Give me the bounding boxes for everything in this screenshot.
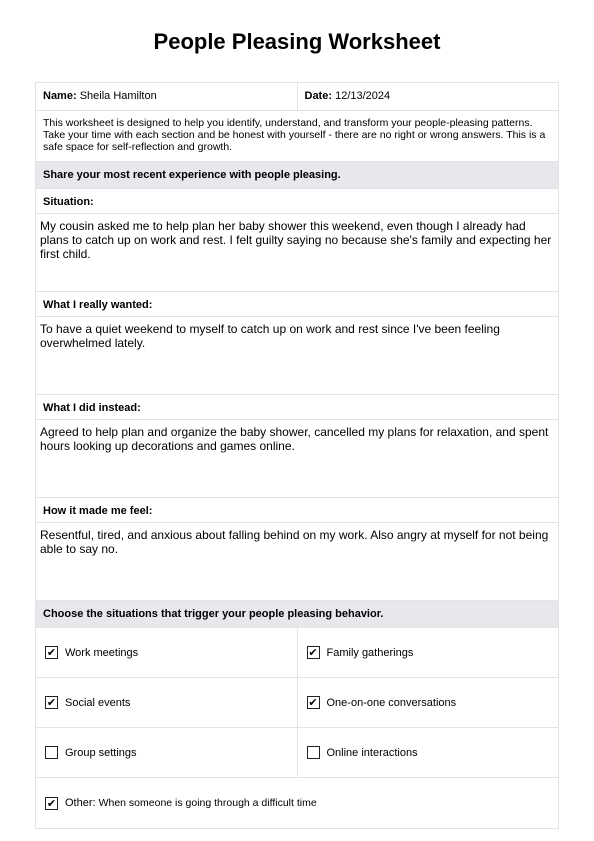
- checkbox[interactable]: ✔: [46, 646, 57, 659]
- checkbox[interactable]: ✔: [308, 646, 318, 659]
- experience-heading: Share your most recent experience with people pleasing.: [36, 162, 558, 189]
- trigger-option[interactable]: [297, 728, 559, 777]
- date-cell: [297, 83, 559, 110]
- checkbox[interactable]: ✔: [46, 796, 57, 810]
- trigger-label: Online interactions: [326, 746, 418, 759]
- trigger-option[interactable]: [297, 628, 559, 677]
- trigger-option[interactable]: [36, 678, 297, 727]
- name-label: Name:: [43, 90, 77, 102]
- name-value: Sheila Hamilton: [79, 90, 157, 102]
- other-value: When someone is going through a difficult time: [98, 797, 317, 809]
- checkbox[interactable]: ✔: [46, 696, 57, 709]
- other-trigger-row[interactable]: [36, 778, 558, 828]
- situation-label: Situation:: [36, 189, 558, 214]
- trigger-option[interactable]: [297, 678, 559, 727]
- trigger-label: Group settings: [65, 746, 137, 759]
- triggers-heading: Choose the situations that trigger your people pleasing behavior.: [36, 601, 558, 628]
- trigger-label: Social events: [65, 696, 131, 709]
- did-instead-answer: Agreed to help plan and organize the baby shower, cancelled my plans for relaxation, and spent hours looking up decorations and games online.: [36, 420, 558, 498]
- trigger-option[interactable]: [36, 728, 297, 777]
- wanted-label: What I really wanted:: [36, 292, 558, 317]
- date-value: 12/13/2024: [335, 90, 391, 102]
- trigger-row: [36, 678, 558, 728]
- checkbox[interactable]: [307, 746, 320, 759]
- trigger-row: [36, 628, 558, 678]
- checkbox[interactable]: [45, 746, 58, 759]
- feel-label: How it made me feel:: [36, 498, 558, 523]
- trigger-label: One-on-one conversations: [326, 696, 457, 709]
- date-label: Date:: [304, 90, 333, 102]
- header-row: [36, 83, 558, 111]
- did-instead-label: What I did instead:: [36, 395, 558, 420]
- wanted-answer: To have a quiet weekend to myself to catch up on work and rest since I've been feeling overwhelmed lately.: [36, 317, 558, 395]
- trigger-option[interactable]: [36, 628, 297, 677]
- trigger-label: Family gatherings: [326, 646, 414, 659]
- other-label: Other:: [65, 797, 96, 809]
- trigger-row: [36, 728, 558, 778]
- feel-answer: Resentful, tired, and anxious about falling behind on my work. Also angry at myself for not being able to say no.: [36, 523, 558, 601]
- situation-answer: My cousin asked me to help plan her baby shower this weekend, even though I already had plans to catch up on work and rest. I felt guilty saying no because she's family and expecting her first child.: [36, 214, 558, 292]
- worksheet-table: [35, 82, 559, 829]
- intro-text: This worksheet is designed to help you identify, understand, and transform your people-pleasing patterns. Take your time with each section and be honest with yourself - there are no right or wrong answers. This is a safe space for self-reflection and growth.: [36, 111, 558, 162]
- checkbox[interactable]: ✔: [308, 696, 318, 709]
- worksheet-title: People Pleasing Worksheet: [153, 29, 441, 54]
- trigger-label: Work meetings: [65, 646, 139, 659]
- name-cell: [36, 83, 297, 110]
